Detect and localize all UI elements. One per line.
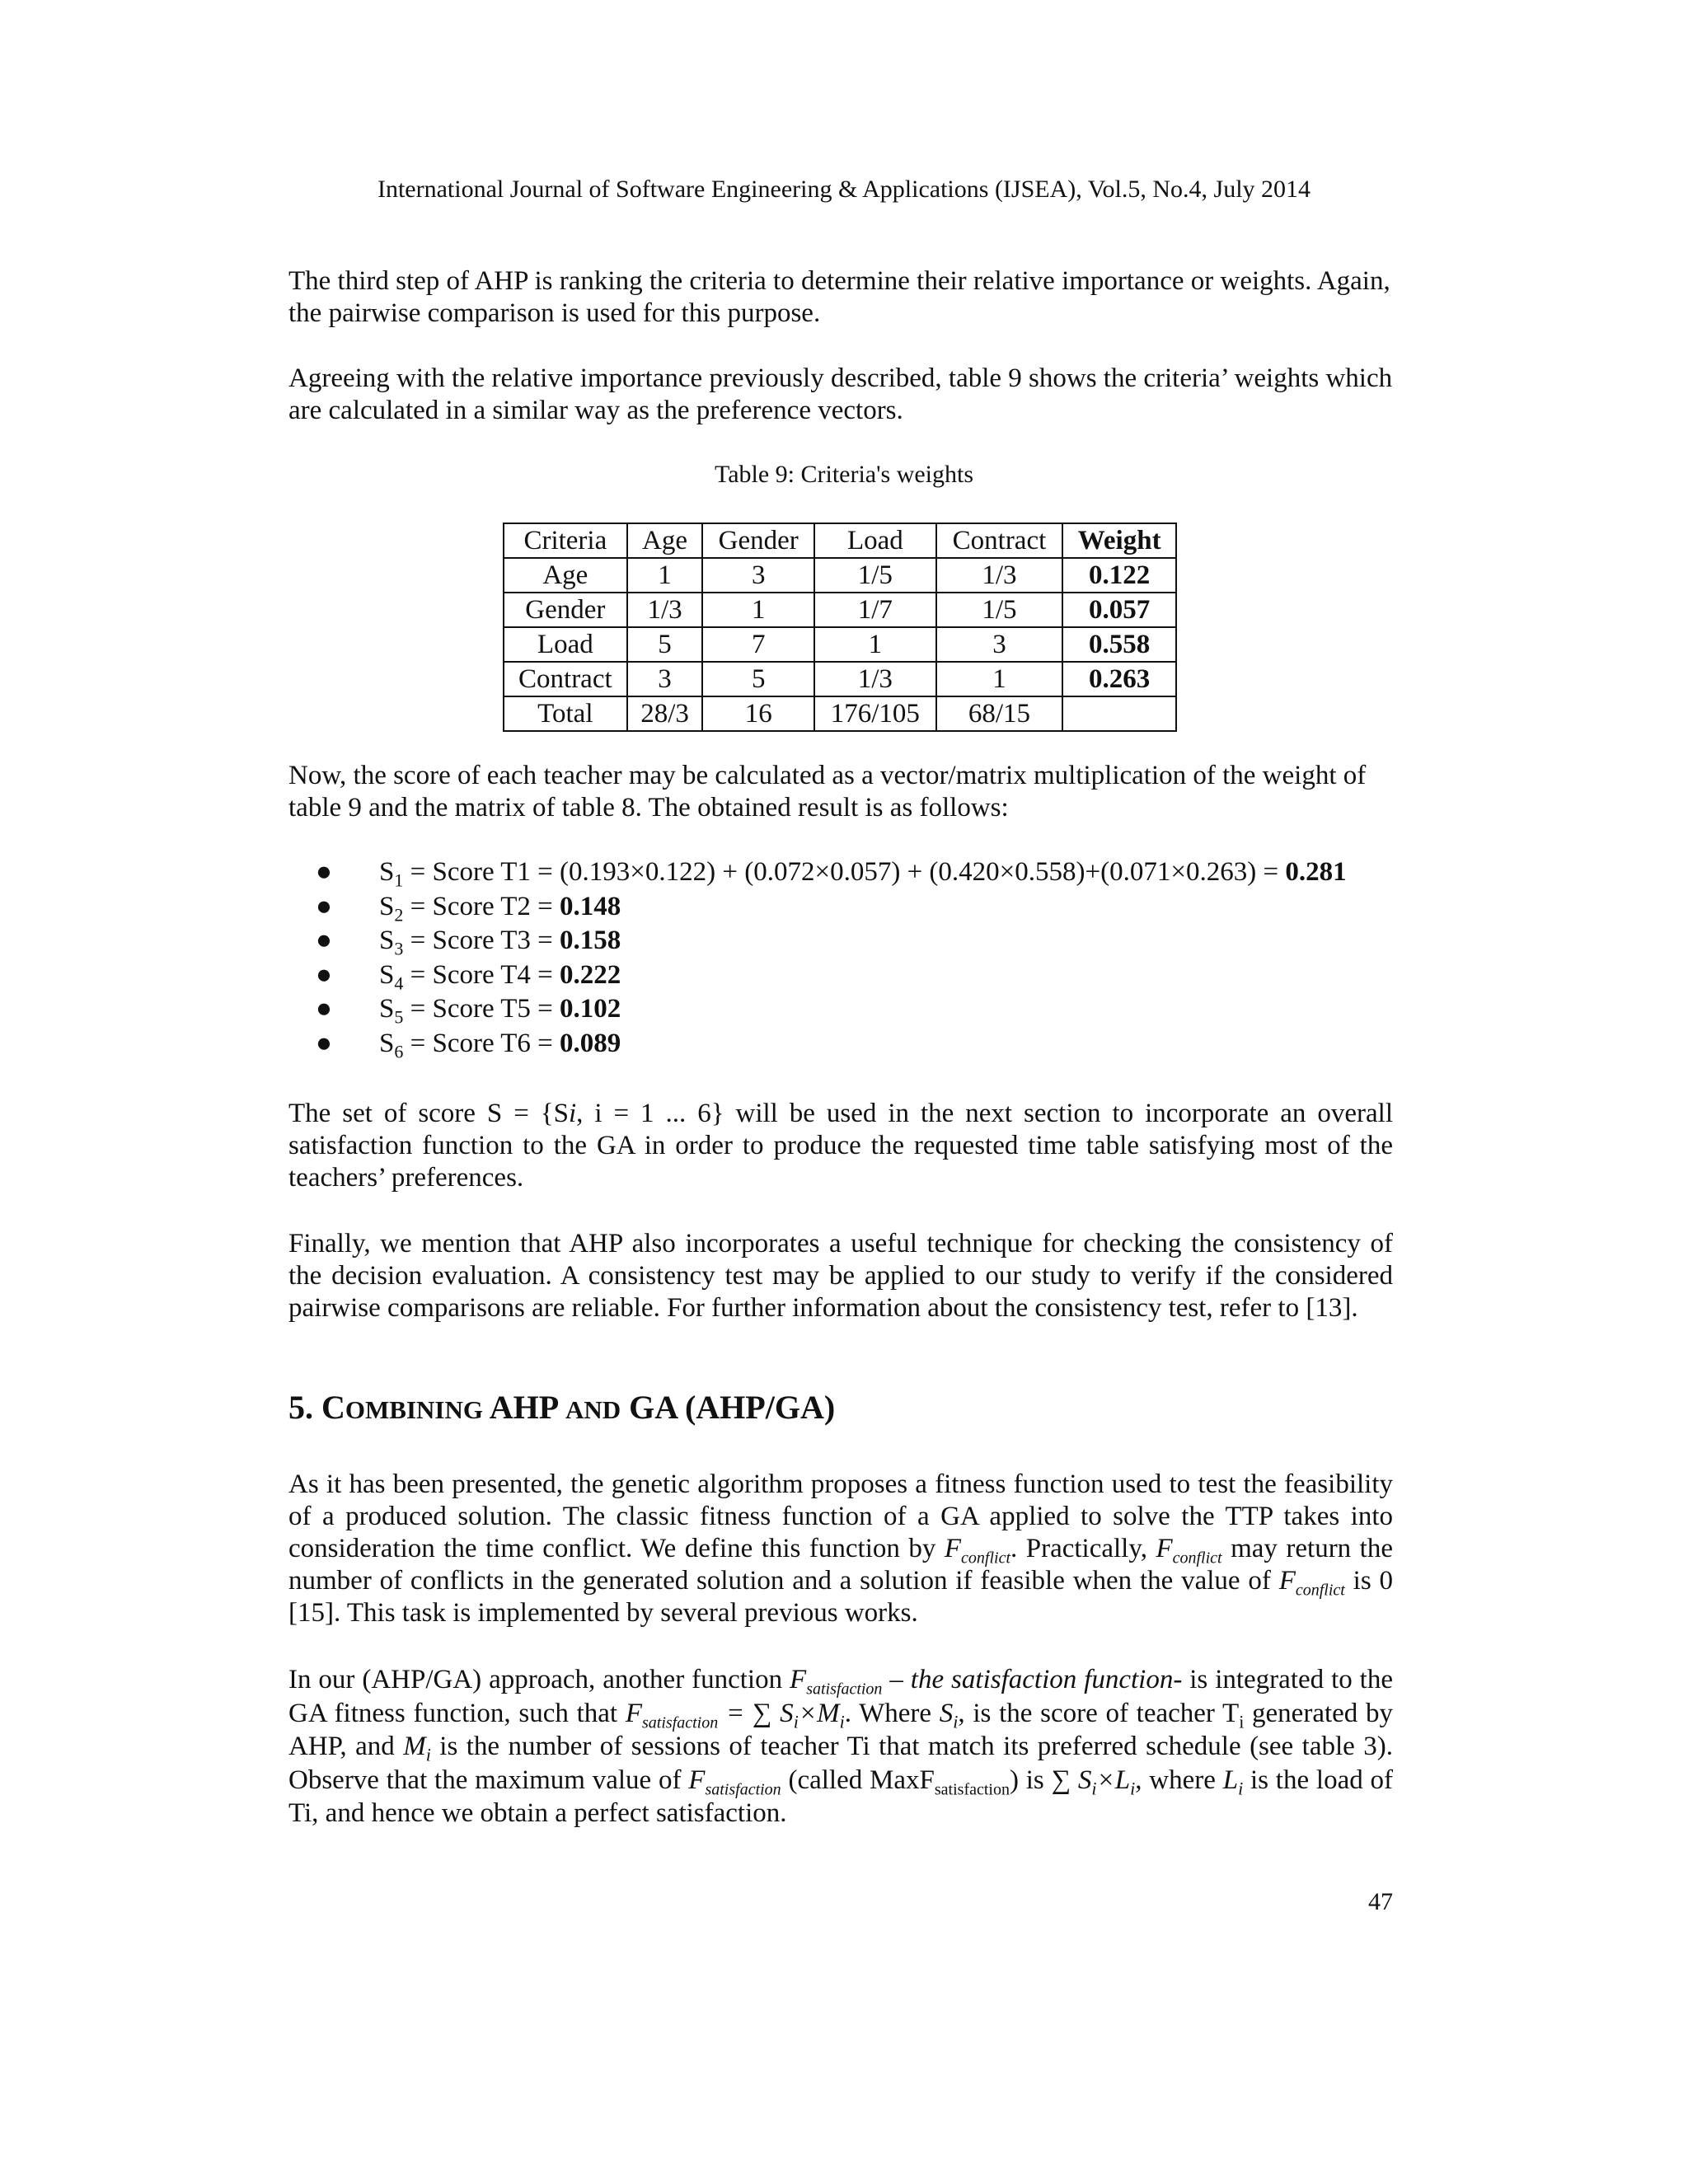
table-cell: 5 — [702, 662, 814, 696]
bullet-icon: ● — [316, 959, 332, 990]
score-value: 0.102 — [560, 994, 621, 1024]
table-cell: 1/3 — [814, 662, 936, 696]
score-value: 0.158 — [560, 926, 621, 956]
table-9-caption: Table 9: Criteria's weights — [714, 461, 974, 488]
table-cell: 68/15 — [936, 696, 1063, 731]
table-cell: 1/5 — [814, 558, 936, 593]
header-cell: Criteria — [504, 523, 627, 558]
table-row — [504, 627, 1176, 662]
table-cell: 16 — [702, 696, 814, 731]
table-cell: 5 — [627, 627, 703, 662]
table-cell: 1/5 — [936, 593, 1063, 627]
weight-cell: 0.558 — [1062, 627, 1176, 662]
paragraph-ahp-third-step: The third step of AHP is ranking the criteria to determine their relative importance or weights. Again, the pairwise comparison is used for this purpose. — [288, 266, 1390, 328]
table-cell: 3 — [936, 627, 1063, 662]
bullet-icon: ● — [316, 926, 332, 956]
table-row — [504, 558, 1176, 593]
table-row-total — [504, 696, 1176, 731]
page-number: 47 — [1368, 1888, 1393, 1915]
paragraph-score-set: The set of score S = {Si, i = 1 ... 6} will be used in the next section to incorporate an overall satisfaction function to the GA in order to produce the requested time table satisfying most of the teachers’ preferences. — [288, 1099, 1394, 1193]
score-value: 0.148 — [560, 891, 621, 921]
weight-cell: 0.122 — [1062, 558, 1176, 593]
table-cell: 1 — [702, 593, 814, 627]
bullet-icon: ● — [316, 857, 332, 887]
table-cell: 3 — [702, 558, 814, 593]
paragraph-criteria-weights-intro: Agreeing with the relative importance previously described, table 9 shows the criteria’ weights which are calculated in a similar way as the preference vectors. — [288, 363, 1393, 425]
weight-cell: 0.263 — [1062, 662, 1176, 696]
running-header: International Journal of Software Engineering & Applications (IJSEA), Vol.5, No.4, July 2014 — [377, 176, 1311, 203]
bullet-icon: ● — [316, 994, 332, 1024]
list-item: ● $S_2$ = Score T2 = 0.148 — [316, 891, 621, 926]
header-cell-weight: Weight — [1062, 523, 1176, 558]
row-label: Age — [504, 558, 627, 593]
row-label: Load — [504, 627, 627, 662]
weight-cell: 0.057 — [1062, 593, 1176, 627]
score-value: 0.281 — [1285, 857, 1347, 887]
row-label: Gender — [504, 593, 627, 627]
list-item: ● $S_4$ = Score T4 = 0.222 — [316, 959, 621, 994]
table-cell: 1 — [627, 558, 703, 593]
table-cell: 1 — [936, 662, 1063, 696]
paragraph-fitness-function: As it has been presented, the genetic algorithm proposes a fitness function used to test the feasibility of a produced solution. The classic fitness function of a GA applied to solve the TTP takes into consideration the time conflict. We define this function by $F_{conflict}$. Practically, $F_{conflict}$ may return the number of conflicts in the generated solution and a solution if feasible when the value of $F_{conflict}$ is 0 [15]. This task is implemented by several previous works. — [288, 1469, 1394, 1628]
paragraph-score-calculation: Now, the score of each teacher may be calculated as a vector/matrix multiplication of the weight of table 9 and the matrix of table 8. The obtained result is as follows: — [288, 761, 1367, 823]
section-heading: 5. COMBINING AHP AND GA (AHP/GA) — [288, 1389, 836, 1426]
bullet-icon: ● — [316, 891, 332, 921]
table-row — [504, 593, 1176, 627]
table-cell: 1/7 — [814, 593, 936, 627]
list-item: ● $S_6$ = Score T6 = 0.089 — [316, 1028, 621, 1062]
header-cell: Contract — [936, 523, 1063, 558]
table-cell: 1 — [814, 627, 936, 662]
score-value: 0.222 — [560, 959, 621, 990]
bullet-icon: ● — [316, 1028, 332, 1058]
table-cell: 176/105 — [814, 696, 936, 731]
table-cell: 1/3 — [936, 558, 1063, 593]
header-cell: Gender — [702, 523, 814, 558]
header-cell: Age — [627, 523, 703, 558]
teacher-scores-list — [288, 855, 1442, 1062]
table-cell: 1/3 — [627, 593, 703, 627]
table-cell: 7 — [702, 627, 814, 662]
table-header-row — [504, 523, 1176, 558]
list-item: ● $S_5$ = Score T5 = 0.102 — [316, 994, 621, 1028]
table-row — [504, 662, 1176, 696]
list-item: ● $S_3$ = Score T3 = 0.158 — [316, 926, 621, 959]
row-label: Total — [504, 696, 627, 731]
weight-cell — [1062, 696, 1176, 731]
score-value: 0.089 — [560, 1028, 621, 1058]
table-cell: 3 — [627, 662, 703, 696]
list-item: ● $S_1$ = Score T1 = (0.193×0.122) + (0.072×0.057) + (0.420×0.558)+(0.071×0.263) = 0.281 — [316, 857, 1347, 891]
header-cell: Load — [814, 523, 936, 558]
criteria-weights-table — [503, 523, 1177, 732]
table-cell: 28/3 — [627, 696, 703, 731]
paragraph-satisfaction-function: In our (AHP/GA) approach, another function $F_{satisfaction}$ – the satisfaction function- is integrated to the GA fitness function, such that $F_{satisfaction}$ = ∑ $S_i\times M_i$. Where $S_i$, is the score of teacher $T_i$ generated by AHP, and $M_i$ is the number of sessions of teacher Ti that match its preferred schedule (see table 3). Observe that the maximum value of $F_{satisfaction}$ (called MaxF$_{satisfaction}$) is ∑ $S_i\times L_i$, where $L_i$ is the load of Ti, and hence we obtain a perfect satisfaction. — [288, 1665, 1394, 1828]
row-label: Contract — [504, 662, 627, 696]
paragraph-consistency-test: Finally, we mention that AHP also incorporates a useful technique for checking the consistency of the decision evaluation. A consistency test may be applied to our study to verify if the considered pairwise comparisons are reliable. For further information about the consistency test, refer to [13]. — [288, 1229, 1393, 1323]
